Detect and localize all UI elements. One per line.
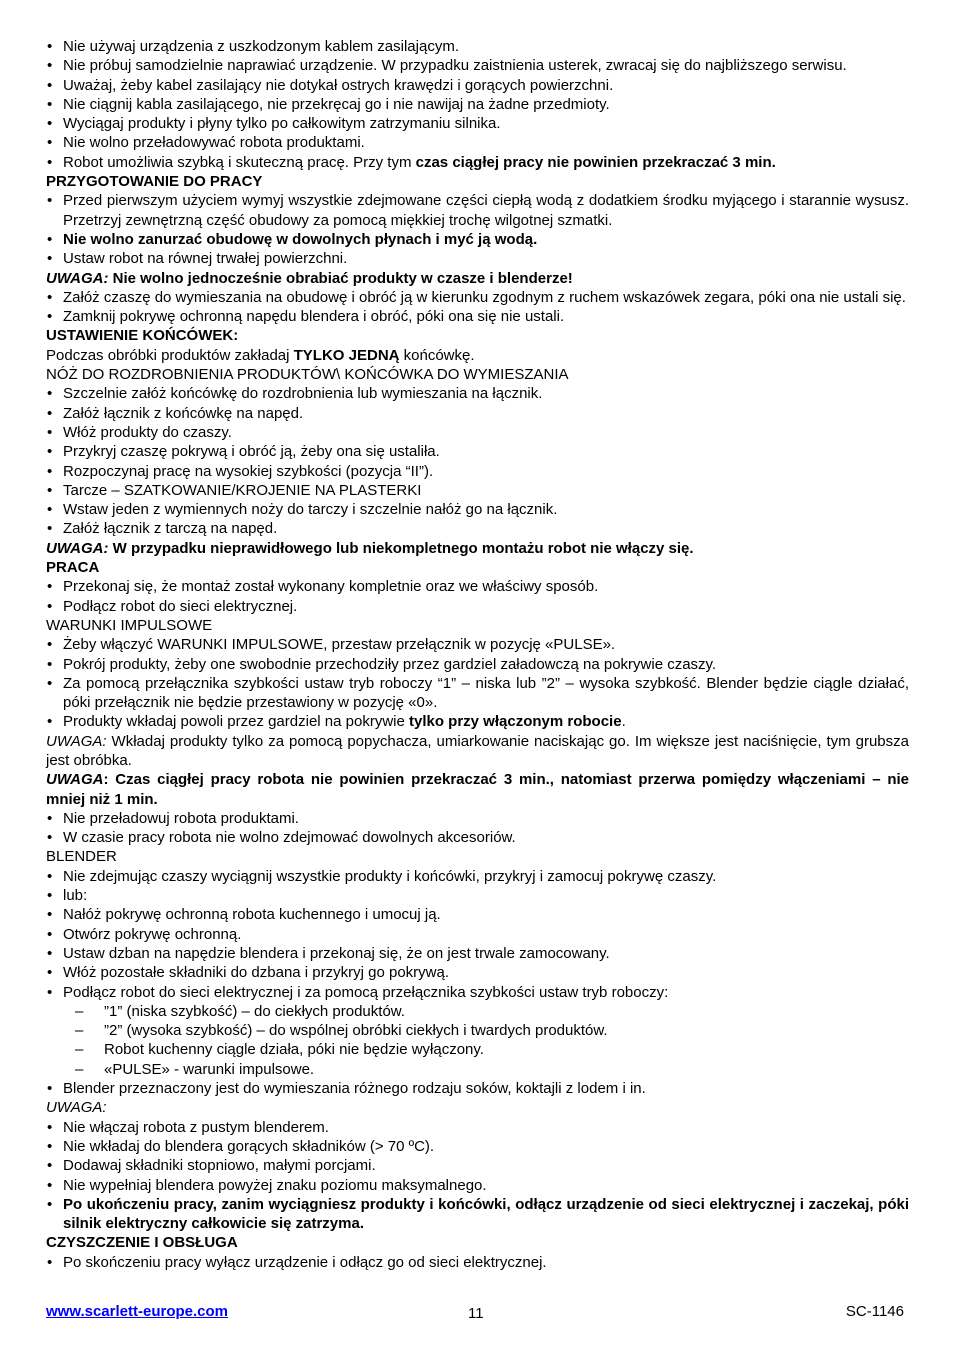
text-line xyxy=(46,365,909,384)
text-run: Nie zdejmując czaszy wyciągnij wszystkie produkty i końcówki, przykryj i zamocuj pokrywę czaszy. xyxy=(63,867,717,885)
bullet-item xyxy=(46,635,909,654)
text-run: Produkty wkładaj powoli przez gardziel na pokrywie xyxy=(63,713,409,731)
text-run: Załóż łącznik z końcówkę na napęd. xyxy=(63,404,304,422)
text-run: PRACA xyxy=(46,559,100,577)
section-heading xyxy=(46,326,909,345)
section-heading xyxy=(46,1233,909,1252)
text-run: Nie wolno jednocześnie obrabiać produkty w czasze i blenderze! xyxy=(108,269,573,287)
text-run: Żeby włączyć WARUNKI IMPULSOWE, przestaw przełącznik w pozycję «PULSE». xyxy=(63,636,616,654)
text-line xyxy=(46,1098,909,1117)
bullet-item xyxy=(46,655,909,674)
bullet-item xyxy=(46,674,909,713)
bullet-item xyxy=(46,886,909,905)
text-line xyxy=(46,346,909,365)
text-run: USTAWIENIE KOŃCÓWEK: xyxy=(46,327,239,345)
text-run: Ustaw dzban na napędzie blendera i przekonaj się, że on jest trwale zamocowany. xyxy=(63,944,610,962)
text-run: Nie wolno przeładowywać robota produktami. xyxy=(63,134,365,152)
page-footer xyxy=(46,1303,909,1323)
bullet-item xyxy=(46,577,909,596)
text-run: Otwórz pokrywę ochronną. xyxy=(63,925,242,943)
text-run: PRZYGOTOWANIE DO PRACY xyxy=(46,173,263,191)
text-run: Robot umożliwia szybką i skuteczną pracę. Przy tym xyxy=(63,153,416,171)
text-run: Nie wkładaj do blendera gorących składników (> 70 ºC). xyxy=(63,1137,435,1155)
text-line xyxy=(46,732,909,771)
text-line xyxy=(46,616,909,635)
bullet-item xyxy=(46,597,909,616)
text-run: Nie wolno zanurzać obudowę w dowolnych płynach i myć ją wodą. xyxy=(63,230,538,248)
bullet-item xyxy=(46,809,909,828)
bullet-item xyxy=(46,307,909,326)
text-run: czas ciągłej pracy nie powinien przekraczać 3 min. xyxy=(415,153,776,171)
bullet-item xyxy=(46,442,909,461)
text-line xyxy=(46,770,909,809)
bullet-item xyxy=(46,944,909,963)
text-run: Szczelnie załóż końcówkę do rozdrobnienia lub wymieszania na łącznik. xyxy=(63,385,543,403)
text-run: Tarcze – SZATKOWANIE/KROJENIE NA PLASTERKI xyxy=(63,481,422,499)
text-run: ”2” (wysoka szybkość) – do wspólnej obróbki ciekłych i twardych produktów. xyxy=(104,1022,608,1040)
text-run: Dodawaj składniki stopniowo, małymi porcjami. xyxy=(63,1157,376,1175)
bullet-item xyxy=(46,114,909,133)
bullet-item xyxy=(46,76,909,95)
text-run: Blender przeznaczony jest do wymieszania różnego rodzaju soków, koktajli z lodem i in. xyxy=(63,1080,646,1098)
bullet-item xyxy=(46,191,909,230)
section-heading xyxy=(46,558,909,577)
text-run: Przed pierwszym użyciem wymyj wszystkie zdejmowane części ciepłą wodą z dodatkiem środku myjącego i starannie wysusz. Przetrzyj zewnętrzną część obudowy za pomocą miękkiej trochę wilgotnej szmatki. xyxy=(63,192,909,229)
bullet-item xyxy=(46,1253,909,1272)
text-run: Wstaw jeden z wymiennych noży do tarczy i szczelnie nałóż go na łącznik. xyxy=(63,501,558,519)
text-run: . xyxy=(621,713,626,731)
text-run: W przypadku nieprawidłowego lub niekompletnego montażu robot nie włączy się. xyxy=(108,539,694,557)
text-run: W czasie pracy robota nie wolno zdejmować dowolnych akcesoriów. xyxy=(63,829,516,847)
bullet-item xyxy=(46,249,909,268)
text-run: Włóż pozostałe składniki do dzbana i przykryj go pokrywą. xyxy=(63,964,450,982)
bullet-item xyxy=(46,95,909,114)
bullet-item xyxy=(46,56,909,75)
text-run: Rozpoczynaj pracę na wysokiej szybkości (pozycja “II”). xyxy=(63,462,434,480)
manual-body xyxy=(46,37,909,1272)
section-heading xyxy=(46,172,909,191)
text-run: Nie włączaj robota z pustym blenderem. xyxy=(63,1118,329,1136)
dash-sub-item xyxy=(46,1021,909,1040)
text-run: «PULSE» - warunki impulsowe. xyxy=(104,1060,315,1078)
text-run: Nie wypełniaj blendera powyżej znaku poziomu maksymalnego. xyxy=(63,1176,487,1194)
text-run: Nie przeładowuj robota produktami. xyxy=(63,809,299,827)
text-run: Nie próbuj samodzielnie naprawiać urządzenie. W przypadku zaistnienia usterek, zwracaj się do najbliższego serwisu. xyxy=(63,57,847,75)
text-run: Zamknij pokrywę ochronną napędu blendera i obróć, póki ona się nie ustali. xyxy=(63,308,565,326)
bullet-item xyxy=(46,1137,909,1156)
text-run: Wkładaj produkty tylko za pomocą popychacza, umiarkowanie naciskając go. Im większe jest naciśnięcie, tym grubsza jest obróbka. xyxy=(46,732,909,769)
text-run: Robot kuchenny ciągle działa, póki nie będzie wyłączony. xyxy=(104,1041,484,1059)
text-run: tylko przy włączonym robocie xyxy=(409,713,622,731)
bullet-item xyxy=(46,37,909,56)
text-run: WARUNKI IMPULSOWE xyxy=(46,616,213,634)
bullet-item xyxy=(46,867,909,886)
bullet-item xyxy=(46,230,909,249)
text-run: Przykryj czaszę pokrywą i obróć ją, żeby ona się ustaliła. xyxy=(63,443,440,461)
dash-sub-item xyxy=(46,1002,909,1021)
text-run: Załóż łącznik z tarczą na napęd. xyxy=(63,520,278,538)
bullet-item xyxy=(46,500,909,519)
text-run: lub: xyxy=(63,887,88,905)
text-run: Pokrój produkty, żeby one swobodnie przechodziły przez gardziel załadowczą na pokrywie czaszy. xyxy=(63,655,717,673)
text-run: Podczas obróbki produktów zakładaj xyxy=(46,346,294,364)
bullet-item xyxy=(46,712,909,731)
bullet-item xyxy=(46,1176,909,1195)
bullet-item xyxy=(46,519,909,538)
text-run: Włóż produkty do czaszy. xyxy=(63,423,232,441)
bullet-item xyxy=(46,153,909,172)
text-run: TYLKO JEDNĄ xyxy=(293,346,400,364)
bullet-item xyxy=(46,462,909,481)
text-run: : Czas ciągłej pracy robota nie powinien przekraczać 3 min., natomiast przerwa pomiędzy włączeniami – nie mniej niż 1 min. xyxy=(46,771,909,808)
model-number: SC-1146 xyxy=(845,1303,904,1320)
text-run: UWAGA xyxy=(46,771,104,789)
text-line xyxy=(46,539,909,558)
bullet-item xyxy=(46,423,909,442)
text-run: Uważaj, żeby kabel zasilający nie dotykał ostrych krawędzi i gorących powierzchni. xyxy=(63,76,614,94)
text-run: Podłącz robot do sieci elektrycznej i za pomocą przełącznika szybkości ustaw tryb roboczy: xyxy=(63,983,669,1001)
text-run: UWAGA: xyxy=(46,269,109,287)
text-run: Nie używaj urządzenia z uszkodzonym kablem zasilającym. xyxy=(63,38,459,55)
text-run: ”1” (niska szybkość) – do ciekłych produktów. xyxy=(104,1002,405,1020)
bullet-item xyxy=(46,384,909,403)
text-run: NÓŻ DO ROZDROBNIENIA PRODUKTÓW\ KOŃCÓWKA DO WYMIESZANIA xyxy=(46,366,569,384)
text-run: Wyciągaj produkty i płyny tylko po całkowitym zatrzymaniu silnika. xyxy=(63,115,501,133)
bullet-item xyxy=(46,288,909,307)
bullet-item xyxy=(46,925,909,944)
page-number: 11 xyxy=(468,1305,484,1322)
bullet-item xyxy=(46,983,909,1002)
bullet-item xyxy=(46,404,909,423)
bullet-item xyxy=(46,133,909,152)
text-run: końcówkę. xyxy=(399,346,475,364)
text-line xyxy=(46,847,909,866)
bullet-item xyxy=(46,1079,909,1098)
bullet-item xyxy=(46,905,909,924)
bullet-item xyxy=(46,481,909,500)
text-run: Za pomocą przełącznika szybkości ustaw tryb roboczy “1” – niska lub ”2” – wysoka szybkość. Blender będzie ciągle działać, póki przełącznik nie będzie przestawiony w pozycję «0». xyxy=(63,674,909,712)
bullet-item xyxy=(46,1118,909,1137)
text-run: UWAGA: xyxy=(46,732,107,750)
text-run: Załóż czaszę do wymieszania na obudowę i obróć ją w kierunku zgodnym z ruchem wskazówek zegara, póki ona nie ustali się. xyxy=(63,288,906,306)
text-line xyxy=(46,269,909,288)
text-run: CZYSZCZENIE I OBSŁUGA xyxy=(46,1234,238,1252)
dash-sub-item xyxy=(46,1040,909,1059)
text-run: Nie ciągnij kabla zasilającego, nie przekręcaj go i nie nawijaj na żadne przedmioty. xyxy=(63,95,610,113)
website-link[interactable]: www.scarlett-europe.com xyxy=(46,1303,228,1320)
text-run: Nałóż pokrywę ochronną robota kuchennego i umocuj ją. xyxy=(63,906,441,924)
bullet-item xyxy=(46,963,909,982)
text-run: Przekonaj się, że montaż został wykonany kompletnie oraz we właściwy sposób. xyxy=(63,578,599,596)
bullet-item xyxy=(46,1195,909,1234)
text-run: UWAGA: xyxy=(46,1099,107,1117)
text-run: UWAGA: xyxy=(46,539,109,557)
bullet-item xyxy=(46,828,909,847)
text-run: Po skończeniu pracy wyłącz urządzenie i odłącz go od sieci elektrycznej. xyxy=(63,1253,547,1271)
bullet-item xyxy=(46,1156,909,1175)
text-run: Podłącz robot do sieci elektrycznej. xyxy=(63,597,298,615)
text-run: BLENDER xyxy=(46,848,117,866)
dash-sub-item xyxy=(46,1060,909,1079)
text-run: Ustaw robot na równej trwałej powierzchni. xyxy=(63,250,348,268)
text-run: Po ukończeniu pracy, zanim wyciągniesz produkty i końcówki, odłącz urządzenie od sieci elektrycznej i zaczekaj, póki silnik elektryczny całkowicie się zatrzyma. xyxy=(63,1195,909,1233)
